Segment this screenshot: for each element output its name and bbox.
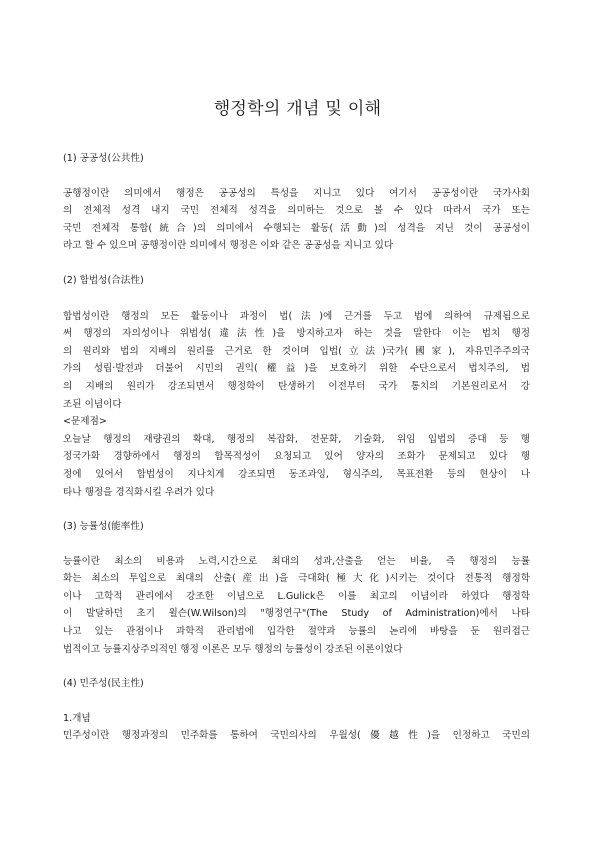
text-line: 정에 있어서 합법성이 지나치게 강조되면 동조과잉, 형식주의, 목표전환 등의 현상이 나: [63, 468, 530, 480]
text-line: 법적이고 능률지상주의적인 행정 이론은 모두 행정의 능률성이 강조된 이론이었다: [63, 643, 403, 655]
problem-label: <문제점>: [63, 416, 107, 428]
text-line: 써 행정의 자의성이나 위법성(違法性)을 방지하고자 하는 것을 말한다 이는 법치 행정: [63, 328, 530, 340]
paragraph-efficiency: [63, 553, 530, 659]
section-heading-democracy: (4) 민주성(民主性): [63, 678, 144, 690]
paragraph-legality: [63, 308, 530, 502]
text-line: 국민 전체적 통합(統合)의 의미에서 수행되는 활동(活動)의 성격을 지닌 것이 공공성이: [63, 222, 530, 234]
text-line: 오늘날 행정의 재량권의 확대, 행정의 복잡화, 전문화, 기술화, 위임 입법의 증대 등 행: [63, 433, 530, 445]
sub-heading-concept: 1.개념: [63, 712, 91, 724]
text-line: 이 발달하던 초기 윌슨(W.Wilson)의 "행정연구"(The Study of Administration)에서 나타: [63, 608, 530, 620]
section-heading-publicness: (1) 공공성(公共性): [63, 153, 144, 164]
text-line: 라고 할 수 있으며 공행정이란 의미에서 행정은 이와 같은 공공성을 지니고 있다: [63, 240, 394, 252]
text-line: 화는 최소의 투입으로 최대의 산출(産出)을 극대화(極大化)시키는 것이다 전통적 행정학: [63, 573, 530, 585]
section-heading-legality: (2) 합법성(合法性): [63, 274, 144, 286]
text-line: 공행정이란 의미에서 행정은 공공성의 특성을 지니고 있다 여기서 공공성이란 국가사회: [63, 187, 530, 199]
document-title: 행정학의 개념 및 이해: [213, 99, 382, 119]
text-line: 능률이란 최소의 비용과 노력,시간으로 최대의 성과,산출을 얻는 비율, 즉 행정의 능률: [63, 555, 530, 567]
text-line: 나고 있는 관점이나 과학적 관리법에 입각한 절약과 능률의 논리에 바탕을 둔 원리접근: [63, 626, 530, 638]
text-line: 타나 행정을 경직화시킬 우려가 있다: [63, 486, 215, 498]
text-line: 정국가화 경향하에서 행정의 합목적성이 요청되고 있어 양자의 조화가 문제되고 있다 행: [63, 451, 530, 463]
text-line: 의 전체적 성격 내지 국민 전체적 성격을 의미하는 것으로 볼 수 있다 따라서 국가 또는: [63, 205, 530, 217]
paragraph-publicness: [63, 185, 530, 255]
text-line: 민주성이란 행정과정의 민주화를 통하여 국민의사의 우월성(優越性)을 인정하고 국민의: [63, 730, 530, 742]
text-line: 의 원리와 법의 지배의 원리를 근거로 한 것이며 입법(立法)국가(國家), 자유민주주의국: [63, 345, 530, 357]
document-body: [63, 150, 530, 745]
text-line: 가의 성립·발전과 더불어 시민의 권익(權益)을 보호하기 위한 수단으로서 법치주의, 법: [63, 363, 530, 375]
text-line: 조된 이념이다: [63, 398, 122, 410]
text-line: 이나 고학적 관리에서 강조한 이념으로 L.Gulick은 이를 최고의 이념이라 하였다 행정학: [63, 590, 530, 602]
paragraph-democracy: [63, 727, 530, 745]
section-heading-efficiency: (3) 능률성(能率性): [63, 521, 144, 533]
text-line: 의 지배의 원리가 강조되면서 행정학이 탄생하기 이전부터 국가 통치의 기본원리로서 강: [63, 380, 530, 392]
text-line: 합법성이란 행정의 모든 활동이나 과정이 법(法)에 근거를 두고 법에 의하여 규제됨으로: [63, 310, 530, 322]
